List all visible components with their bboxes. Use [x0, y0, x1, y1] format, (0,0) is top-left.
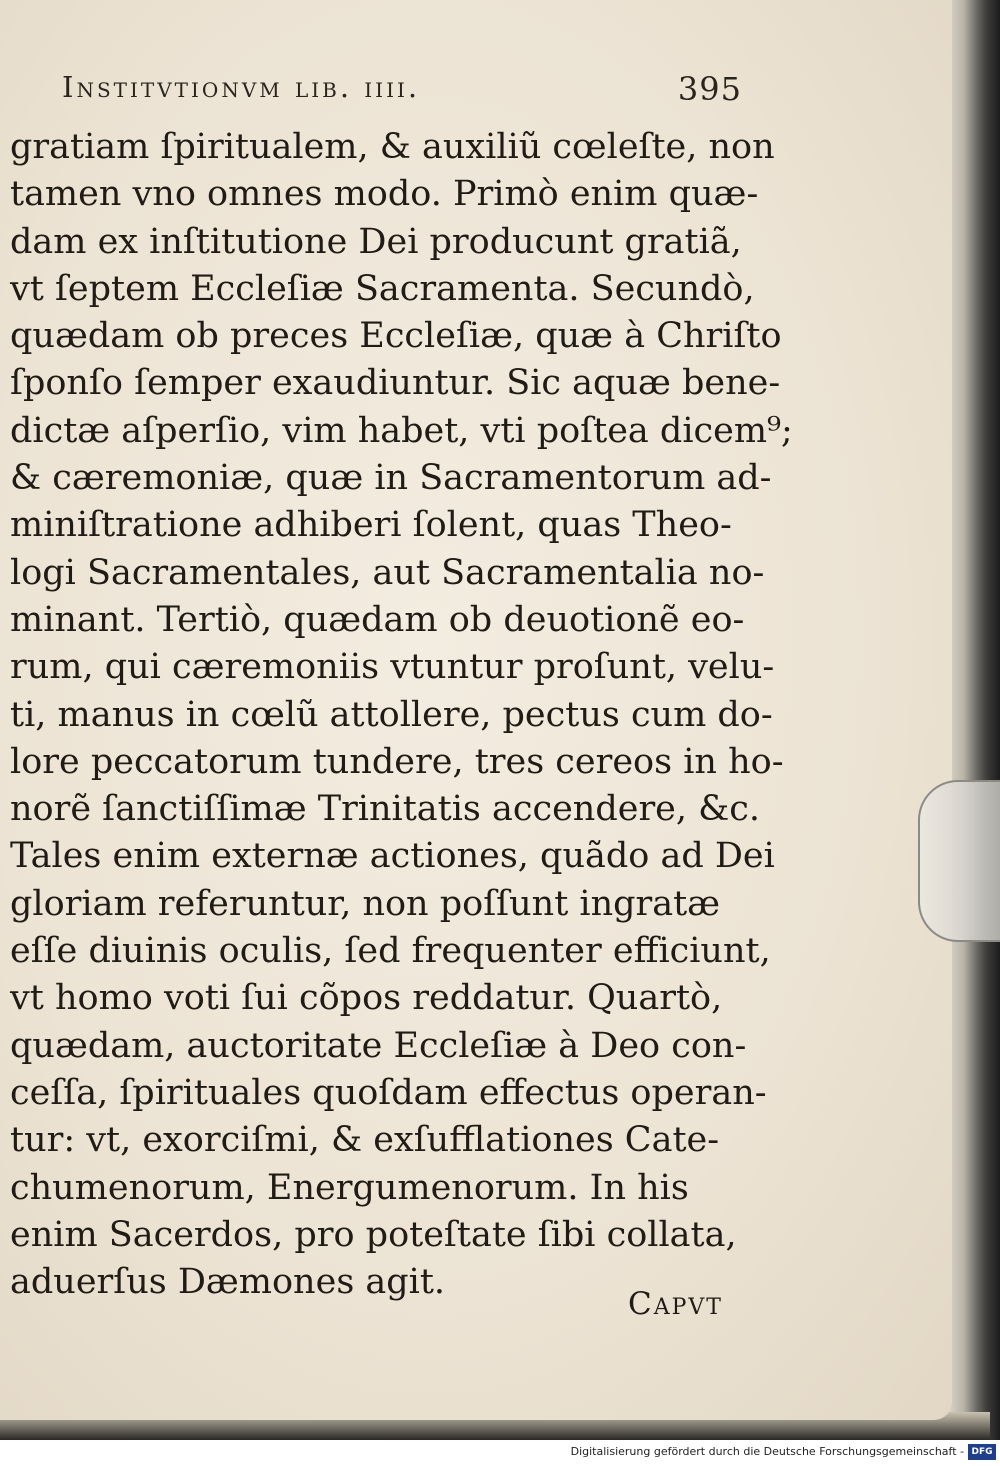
page-number: 395: [677, 70, 742, 108]
text-line: Tales enim externæ actiones, quãdo ad Dei: [10, 836, 775, 877]
text-line: ſponſo ſemper exaudiuntur. Sic aquæ bene-: [10, 363, 781, 404]
text-line: & cæremoniæ, quæ in Sacramentorum ad-: [10, 458, 772, 499]
footer-bar: [0, 1440, 1000, 1466]
text-line: minant. Tertiò, quædam ob deuotionẽ eo-: [10, 599, 745, 640]
text-line: quædam, auctoritate Eccleſiæ à Deo con-: [10, 1025, 747, 1066]
text-line: dictæ aſperſio, vim habet, vti poſtea dicem⁹;: [10, 410, 793, 451]
funding-credit: Digitalisierung gefördert durch die Deutsche Forschungsgemeinschaft -: [570, 1445, 964, 1458]
body-text: [10, 124, 793, 1306]
text-line: rum, qui cæremoniis vtuntur proſunt, velu-: [10, 647, 775, 688]
text-line: tamen vno omnes modo. Primò enim quæ-: [10, 174, 759, 215]
page-edge-right: [948, 0, 1000, 1440]
text-line: eſſe diuinis oculis, ſed frequenter efficiunt,: [10, 931, 771, 972]
text-line: quædam ob preces Eccleſiæ, quæ à Chriſto: [10, 316, 782, 357]
text-line: norẽ ſanctiſſimæ Trinitatis accendere, &c.: [10, 789, 761, 830]
text-line: gloriam referuntur, non poſſunt ingratæ: [10, 883, 721, 924]
text-line: miniſtratione adhiberi ſolent, quas Theo-: [10, 505, 732, 546]
text-line: logi Sacramentales, aut Sacramentalia no-: [10, 552, 765, 593]
text-line: chumenorum, Energumenorum. In his: [10, 1167, 689, 1208]
text-line: enim Sacerdos, pro poteſtate ſibi collata,: [10, 1214, 737, 1255]
catchword: Capvt: [628, 1286, 723, 1322]
text-line: dam ex inſtitutione Dei producunt gratiã,: [10, 221, 742, 262]
dfg-logo-icon: DFG: [968, 1444, 996, 1460]
text-line: aduerſus Dæmones agit.: [10, 1262, 446, 1303]
text-line: ti, manus in cœlũ attollere, pectus cum do-: [10, 694, 773, 735]
text-line: tur: vt, exorciſmi, & exſufflationes Cate-: [10, 1120, 720, 1161]
running-header: [62, 70, 742, 120]
page-clip: [918, 780, 1000, 942]
text-line: gratiam ſpiritualem, & auxiliũ cœleſte, non: [10, 127, 775, 167]
text-line: ceſſa, ſpirituales quoſdam effectus operan-: [10, 1072, 767, 1113]
text-line: lore peccatorum tundere, tres cereos in ho-: [10, 741, 784, 782]
running-title: Institvtionvm lib. iiii.: [62, 70, 421, 104]
text-line: vt ſeptem Eccleſiæ Sacramenta. Secundò,: [10, 268, 755, 309]
text-line: vt homo voti ſui cõpos reddatur. Quartò,: [10, 978, 723, 1019]
